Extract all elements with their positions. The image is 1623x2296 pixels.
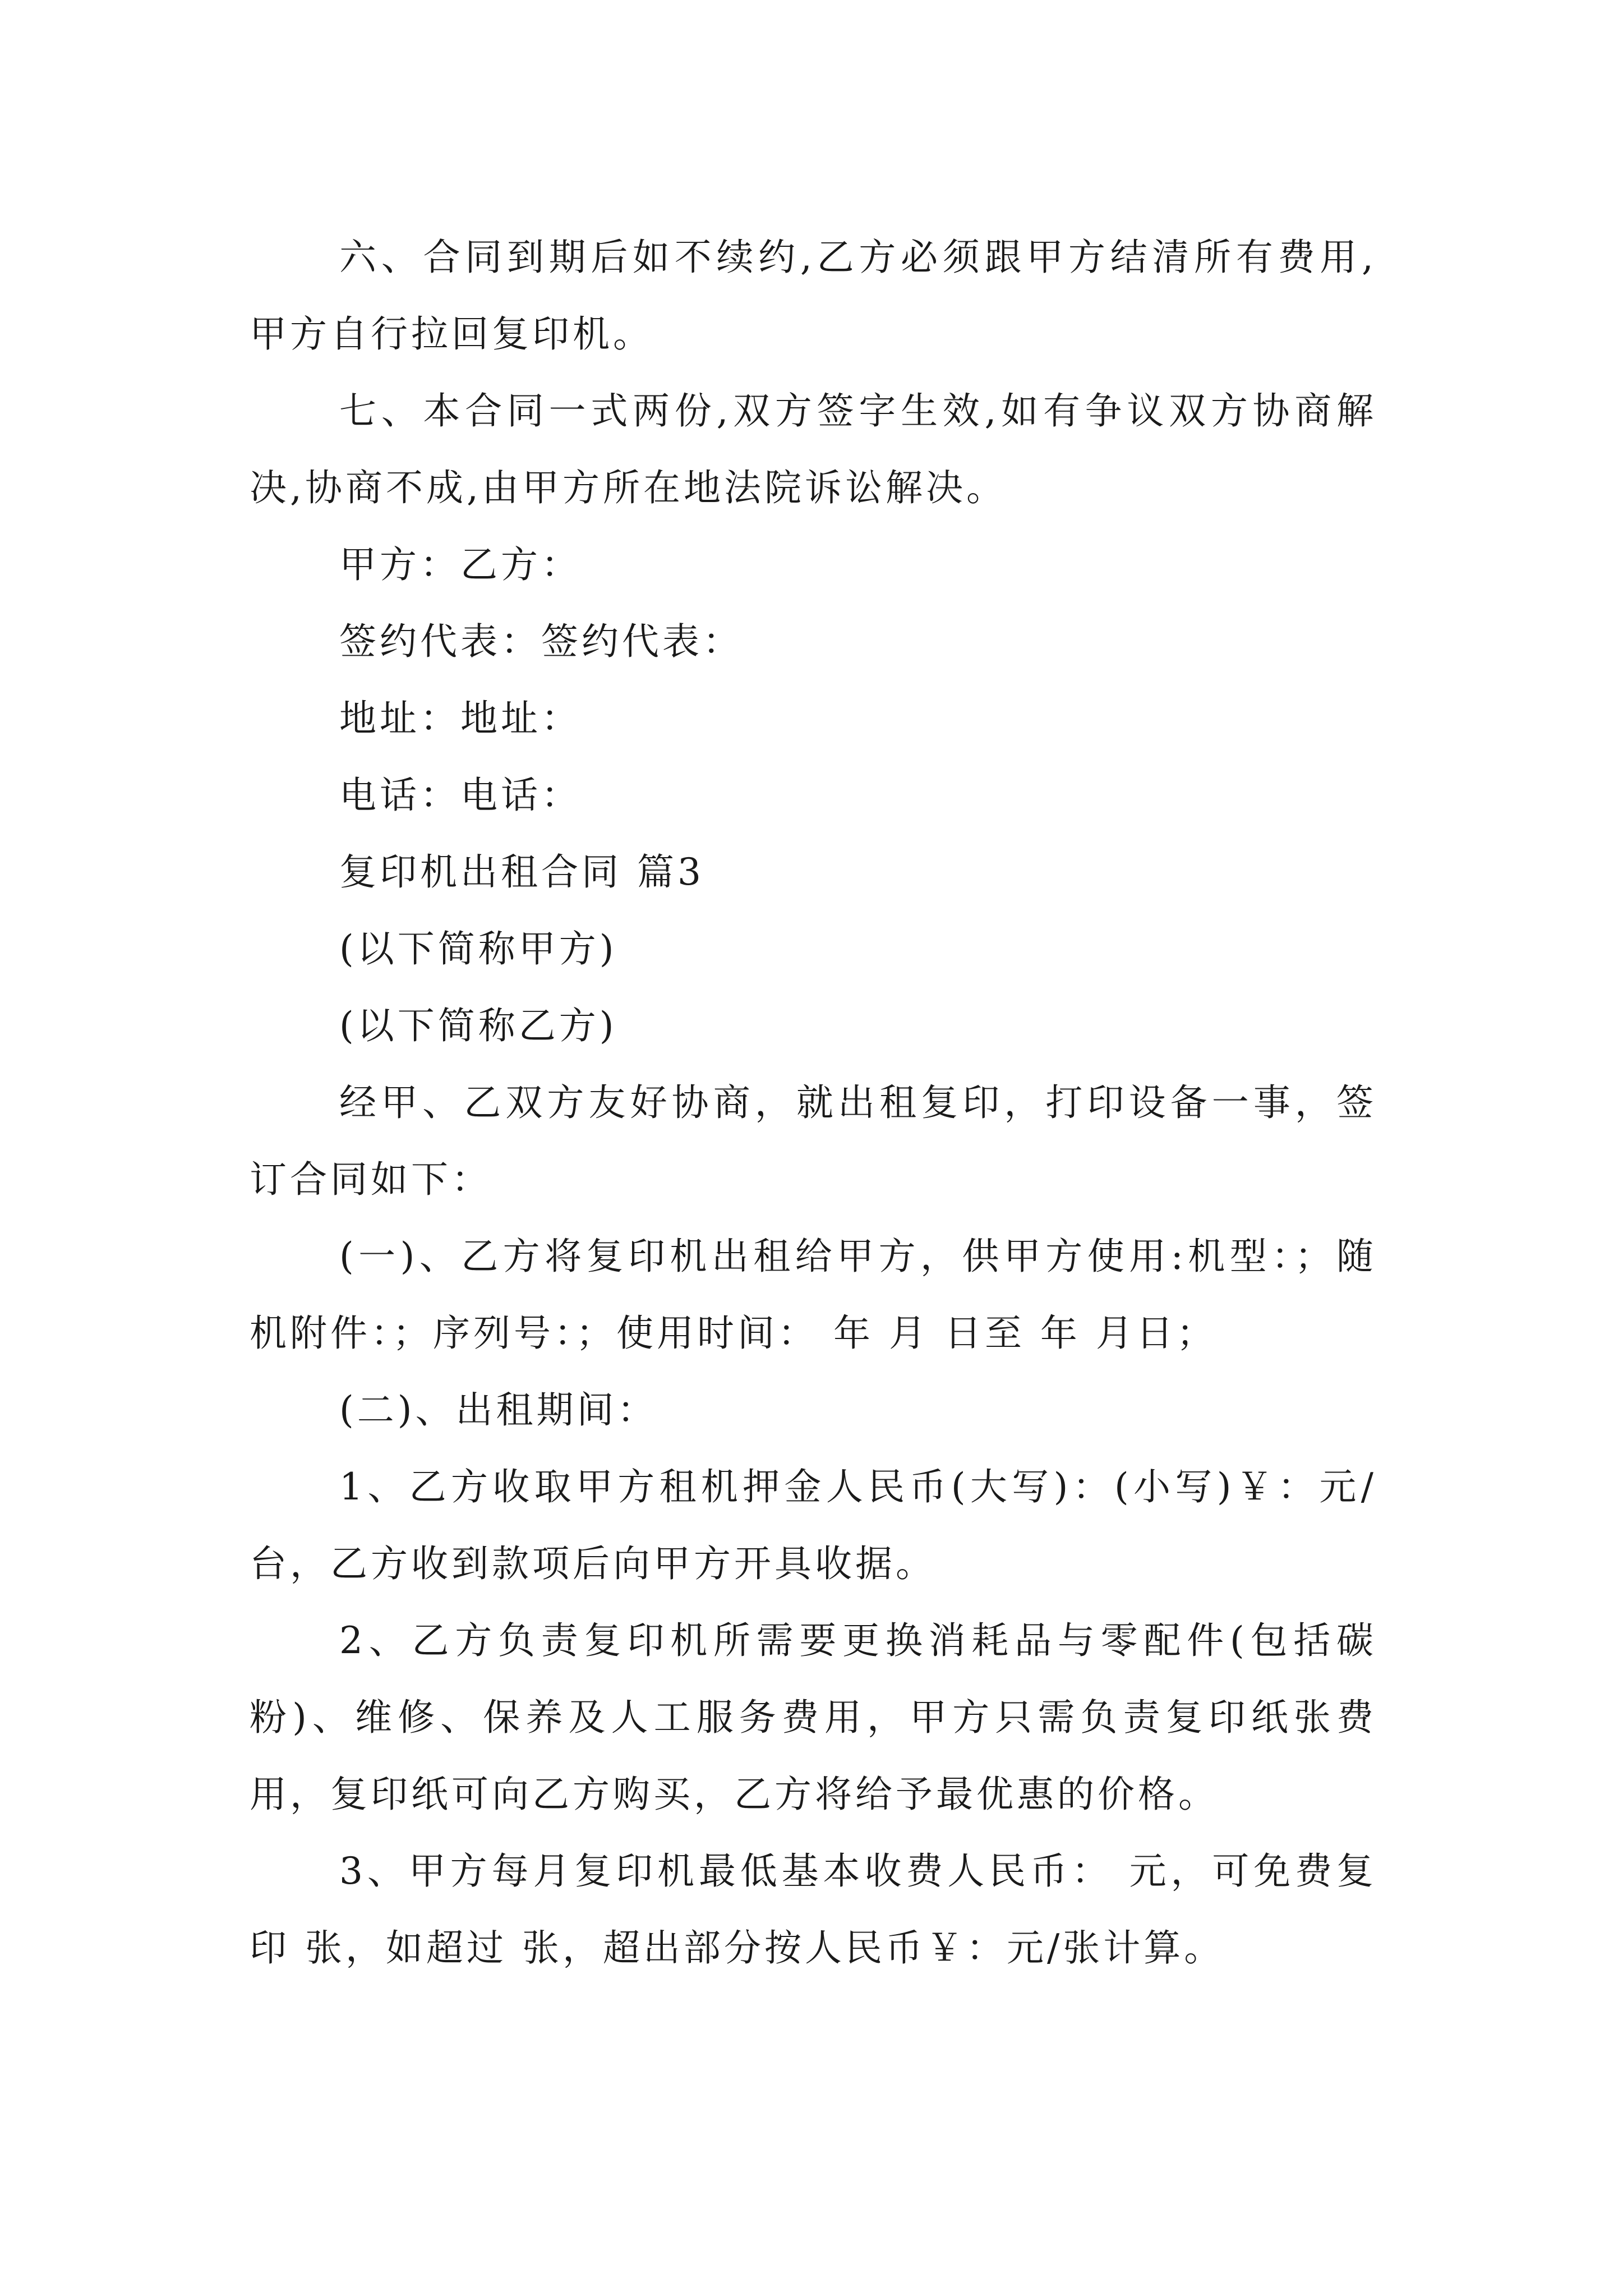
- term-three-paragraph: 3、甲方每月复印机最低基本收费人民币： 元，可免费复印 张，如超过 张，超出部分按人民币￥：元/张计算。: [250, 1849, 1377, 1970]
- term-two-paragraph: 2、乙方负责复印机所需要更换消耗品与零配件(包括碳粉)、维修、保养及人工服务费用，甲方只需负责复印纸张费用，复印纸可向乙方购买，乙方将给予最优惠的价格。: [250, 1619, 1377, 1816]
- signature-phone-line: 电话：电话：: [339, 774, 582, 817]
- party-a-abbreviation: (以下简称甲方): [339, 927, 617, 970]
- term-one-paragraph: 1、乙方收取甲方租机押金人民币(大写)：(小写)￥：元/台，乙方收到款项后向甲方开具收据。: [250, 1465, 1377, 1585]
- preamble-paragraph: 经甲、乙双方友好协商，就出租复印，打印设备一事，签订合同如下：: [250, 1081, 1377, 1201]
- signature-party-line: 甲方：乙方：: [339, 543, 582, 586]
- signature-representative-line: 签约代表：签约代表：: [339, 620, 743, 663]
- signature-address-line: 地址：地址：: [339, 697, 582, 740]
- clause-seven: 七、本合同一式两份,双方签字生效,如有争议双方协商解决,协商不成,由甲方所在地法院诉讼解决。: [250, 389, 1377, 509]
- clause-six: 六、合同到期后如不续约,乙方必须跟甲方结清所有费用,甲方自行拉回复印机。: [250, 236, 1377, 356]
- document-body: [250, 219, 1377, 1986]
- item-one-paragraph: (一)、乙方将复印机出租给甲方，供甲方使用:机型：；随机附件：；序列号：；使用时间： 年 月 日至 年 月日；: [250, 1235, 1377, 1355]
- party-b-abbreviation: (以下简称乙方): [339, 1004, 617, 1047]
- item-two-heading: (二)、出租期间：: [339, 1388, 658, 1432]
- section-heading: 复印机出租合同 篇3: [339, 850, 704, 894]
